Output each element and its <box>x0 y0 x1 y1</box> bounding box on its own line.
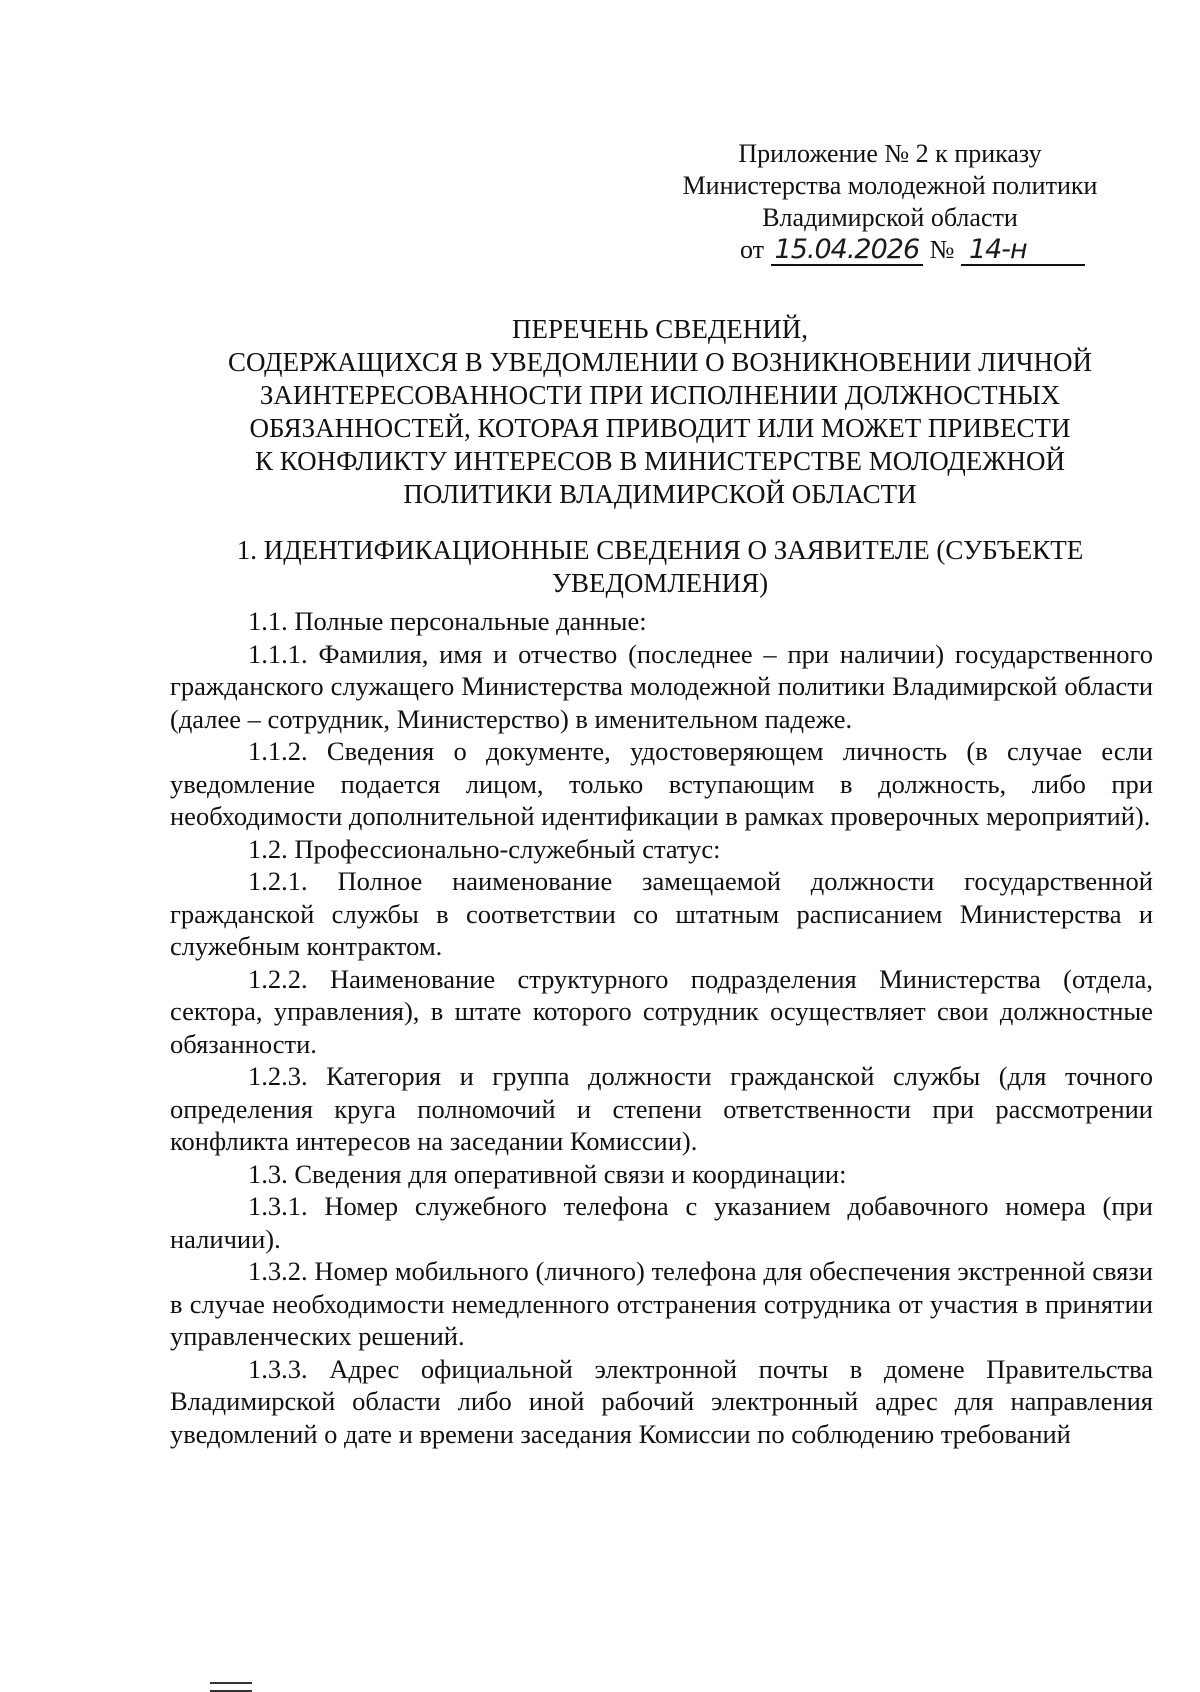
section-1-heading <box>170 534 1150 600</box>
paragraph-1-3: 1.3. Сведения для оперативной связи и координации: <box>248 1158 847 1189</box>
paragraph-1-1: 1.1. Полные персональные данные: <box>248 606 647 636</box>
section-heading-line-1: 1. ИДЕНТИФИКАЦИОННЫЕ СВЕДЕНИЯ О ЗАЯВИТЕЛЕ (СУБЪЕКТЕ <box>236 535 1084 565</box>
paragraph-1-1-2: 1.1.2. Сведения о документе, удостоверяющем личность (в случае если уведомление подается лицом, только вступающим в должность, либо при необходимости дополнительной идентификации в рамках проверочных мероприятий). <box>170 736 1153 831</box>
paragraph-1-3-2: 1.3.2. Номер мобильного (личного) телефона для обеспечения экстренной связи в случае необходимости немедленного отстранения сотрудника от участия в принятии управленческих решений. <box>170 1256 1153 1351</box>
title-line-3: ЗАИНТЕРЕСОВАННОСТИ ПРИ ИСПОЛНЕНИИ ДОЛЖНОСТНЫХ <box>259 380 1061 410</box>
title-line-1: ПЕРЕЧЕНЬ СВЕДЕНИЙ, <box>512 314 808 344</box>
paragraph-1-2-1: 1.2.1. Полное наименование замещаемой должности государственной гражданской службы в соответствии со штатным расписанием Министерства и служебным контрактом. <box>170 866 1153 961</box>
order-date-number-line <box>660 234 1120 266</box>
section-heading-line-2: УВЕДОМЛЕНИЯ) <box>551 568 769 598</box>
document-body <box>170 605 1153 1450</box>
document-title <box>170 313 1150 511</box>
paragraph-1-2: 1.2. Профессионально-служебный статус: <box>248 833 721 864</box>
appendix-line-1: Приложение № 2 к приказу <box>738 139 1042 168</box>
title-line-6: ПОЛИТИКИ ВЛАДИМИРСКОЙ ОБЛАСТИ <box>403 479 917 509</box>
paragraph-1-1-1: 1.1.1. Фамилия, имя и отчество (последнее – при наличии) государственного гражданского служащего Министерства молодежной политики Владимирской области (далее – сотрудник, Министерство) в именительном падеже. <box>170 638 1153 734</box>
paragraph-1-2-3: 1.2.3. Категория и группа должности гражданской службы (для точного определения круга полномочий и степени ответственности при рассмотрении конфликта интересов на заседании Комиссии). <box>170 1061 1153 1156</box>
number-label: № <box>929 235 955 264</box>
appendix-line-2: Министерства молодежной политики <box>682 171 1098 200</box>
title-line-5: К КОНФЛИКТУ ИНТЕРЕСОВ В МИНИСТЕРСТВЕ МОЛОДЕЖНОЙ <box>255 446 1065 476</box>
appendix-header <box>660 138 1120 266</box>
title-line-4: ОБЯЗАННОСТЕЙ, КОТОРАЯ ПРИВОДИТ ИЛИ МОЖЕТ ПРИВЕСТИ <box>249 413 1071 443</box>
from-label: от <box>740 235 765 264</box>
title-line-2: СОДЕРЖАЩИХСЯ В УВЕДОМЛЕНИИ О ВОЗНИКНОВЕНИИ ЛИЧНОЙ <box>227 347 1093 377</box>
paragraph-1-3-1: 1.3.1. Номер служебного телефона с указанием добавочного номера (при наличии). <box>170 1191 1153 1254</box>
handwritten-date: 15.04.2026 <box>771 236 924 266</box>
paragraph-1-3-3: 1.3.3. Адрес официальной электронной почты в домене Правительства Владимирской области либо иной рабочий электронный адрес для направления уведомлений о дате и времени заседания Комиссии по соблюдению требований <box>170 1353 1153 1449</box>
appendix-line-3: Владимирской области <box>762 203 1018 232</box>
handwritten-order-number: 14-н <box>961 236 1085 266</box>
paragraph-1-2-2: 1.2.2. Наименование структурного подразделения Министерства (отдела, сектора, управления), в штате которого сотрудник осуществляет свои должностные обязанности. <box>170 963 1153 1059</box>
